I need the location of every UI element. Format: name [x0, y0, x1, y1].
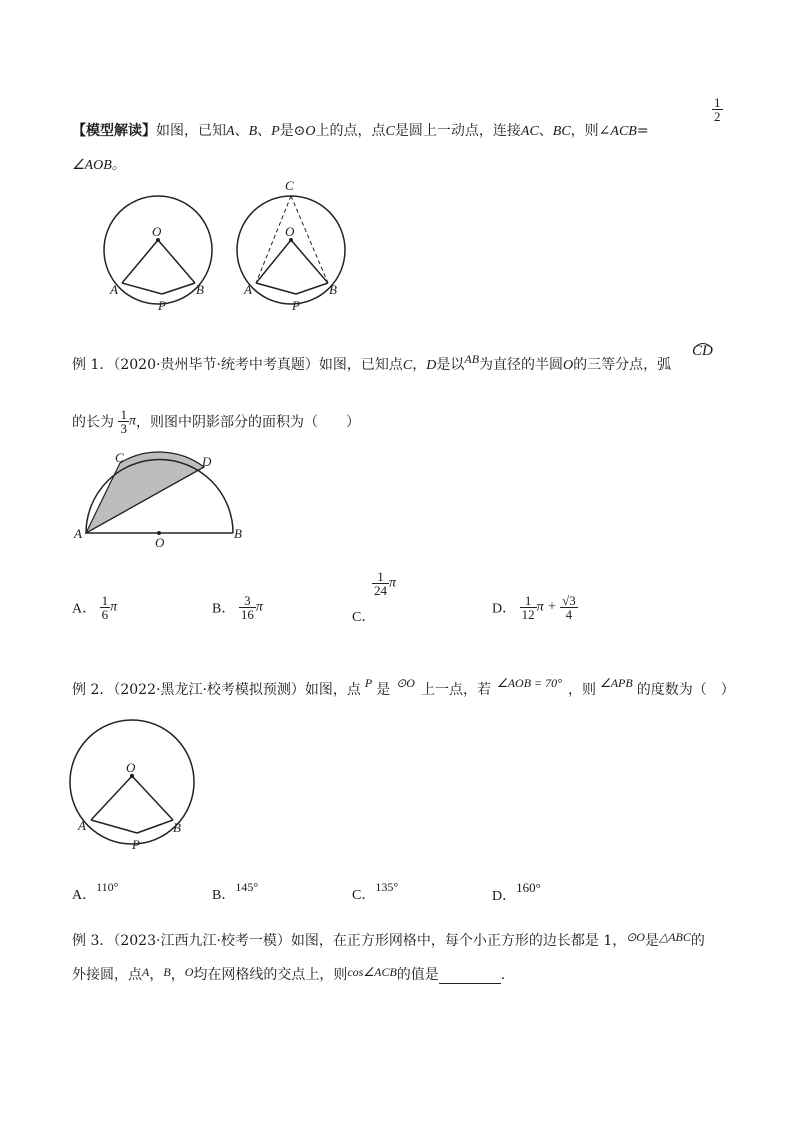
var: B: [163, 965, 171, 979]
var: △ABC: [658, 930, 691, 944]
var: B: [248, 124, 258, 139]
text: 的三等分点，弧: [573, 357, 672, 373]
length-fraction: [118, 408, 129, 435]
example-number: 例 3．: [72, 933, 114, 949]
var: ACB: [610, 124, 637, 139]
text: .: [500, 967, 506, 983]
option-letter: A．: [72, 888, 97, 903]
given-angle: ∠AOB = 70°: [496, 676, 562, 690]
var: A: [226, 124, 235, 139]
text: ，: [170, 967, 185, 983]
var: P: [271, 124, 280, 139]
text: 如图，已知: [156, 123, 226, 139]
model-line-2: ∠AOB。: [72, 158, 126, 173]
option-fraction: [520, 594, 537, 621]
example2-option-d[interactable]: [492, 880, 541, 905]
segment-CA: [256, 196, 291, 283]
segment-BP: [162, 283, 195, 294]
denominator: 3: [120, 421, 127, 436]
example2-figure: [66, 712, 216, 862]
label-C: C: [285, 178, 294, 193]
example3-line-2: [72, 964, 505, 984]
source-label: （2020·贵州毕节·统考中考真题）: [113, 357, 319, 373]
text: 的值是: [396, 967, 439, 983]
source-label: （2022·黑龙江·校考模拟预测）: [113, 682, 305, 698]
label-C: C: [115, 450, 124, 465]
example1-option-d[interactable]: [492, 594, 578, 621]
text: 的长为: [72, 414, 114, 431]
text: 如图，在正方形网格中，每个小正方形的边长都是 1，: [290, 933, 627, 949]
pi: π: [255, 599, 263, 615]
arc-mark-icon: [692, 341, 714, 349]
text: 是圆上一动点，连接: [394, 123, 521, 139]
label-A: A: [110, 282, 118, 297]
text: 的: [690, 933, 705, 949]
option-fraction-2: [560, 594, 578, 621]
example2-line-1: [72, 676, 735, 699]
denominator: 4: [565, 607, 573, 622]
denominator: 16: [240, 607, 254, 622]
segment-OB: [158, 240, 195, 283]
text: ，: [412, 357, 427, 373]
text: 如图，点: [304, 682, 361, 698]
text: ，则∠: [570, 123, 611, 139]
pi: π: [110, 599, 118, 615]
option-letter: A．: [72, 601, 97, 617]
label-B: B: [329, 282, 337, 297]
label-A: A: [244, 282, 252, 297]
label-P: P: [132, 837, 140, 852]
denominator: 24: [374, 583, 387, 598]
pi-plus: π +: [536, 599, 557, 615]
var: CD: [692, 343, 713, 359]
example2-option-c[interactable]: [352, 880, 398, 904]
text: 上一点，若: [420, 682, 491, 698]
option-letter: B．: [212, 601, 236, 617]
option-letter: C．: [352, 888, 376, 903]
example1-figure: [70, 450, 270, 550]
label-O: O: [152, 224, 162, 239]
option-fraction: [100, 594, 111, 621]
label-B: B: [234, 526, 242, 541]
example-number: 例 2．: [72, 682, 114, 698]
pi: π: [389, 575, 397, 591]
option-value: 135°: [375, 880, 399, 894]
example3-line-1: [72, 930, 705, 950]
numerator: 1: [714, 95, 721, 110]
asked-angle: ∠APB: [599, 676, 633, 690]
model-title: 【模型解读】: [72, 123, 156, 139]
var: BC: [552, 124, 571, 139]
text: 是: [644, 933, 659, 949]
option-value: 110°: [96, 880, 119, 894]
segment-AP: [122, 283, 162, 294]
option-fraction: [372, 570, 389, 597]
var: ⊙O: [396, 676, 415, 690]
answer-blank[interactable]: [439, 969, 501, 984]
text: 是⊙: [279, 123, 306, 139]
source-label: （2023·江西九江·校考一模）: [113, 933, 291, 949]
text: ，: [149, 967, 164, 983]
var: A: [142, 965, 150, 979]
numerator: 1: [520, 594, 537, 608]
option-value: 145°: [235, 880, 259, 894]
label-P: P: [158, 298, 166, 313]
model-line-1: [72, 120, 649, 140]
option-letter: D．: [492, 601, 517, 617]
model-half-fraction: [712, 96, 723, 123]
pi: π: [128, 413, 136, 429]
denominator: 12: [521, 607, 535, 622]
segment-OA: [91, 776, 132, 820]
example2-option-a[interactable]: [72, 880, 118, 904]
text: 的度数为（ ）: [636, 682, 735, 698]
numerator: √3: [562, 593, 576, 608]
var: ⊙O: [626, 930, 645, 944]
denominator: 2: [714, 109, 721, 124]
example2-option-b[interactable]: [212, 880, 258, 904]
var: AB: [464, 352, 480, 366]
segment-CB: [291, 196, 328, 283]
var: O: [563, 358, 574, 373]
text: 外接圆，点: [72, 967, 142, 983]
arc-CD-label: [692, 343, 713, 360]
text: 是: [376, 682, 391, 698]
label-O: O: [285, 224, 295, 239]
example1-option-a[interactable]: [72, 594, 117, 621]
model-figure-2: [236, 176, 376, 320]
var: O: [184, 965, 194, 979]
text: ，则: [567, 682, 596, 698]
label-O: O: [155, 535, 165, 550]
numerator: 1: [372, 570, 389, 584]
text: 、: [234, 123, 249, 139]
segment-OB: [132, 776, 173, 820]
text: 是以: [436, 357, 465, 373]
label-A: A: [74, 526, 82, 541]
text: 、: [257, 123, 272, 139]
example-number: 例 1．: [72, 357, 114, 373]
segment-BP: [137, 820, 173, 833]
model-figure-1: [100, 180, 250, 320]
denominator: 6: [101, 607, 109, 622]
text: 、: [538, 123, 553, 139]
option-letter: B．: [212, 888, 236, 903]
label-P: P: [292, 298, 300, 313]
text: 均在网格线的交点上，则: [193, 967, 348, 983]
numerator: 3: [239, 594, 256, 608]
var: C: [385, 124, 395, 139]
text: 如图，已知点: [318, 357, 403, 373]
example1-option-c-value: [372, 570, 396, 597]
option-letter: D．: [492, 889, 517, 904]
var: AC: [520, 124, 539, 139]
text: ，则图中阴影部分的面积为（ ）: [135, 414, 360, 431]
segment-BP: [296, 283, 328, 294]
example1-line-2: [72, 408, 360, 435]
label-B: B: [196, 282, 204, 297]
text: 为直径的半圆: [479, 357, 564, 373]
label-D: D: [202, 454, 212, 469]
option-value: 160°: [516, 880, 541, 895]
option-fraction: [239, 594, 256, 621]
text: =: [636, 123, 649, 139]
example1-option-b[interactable]: [212, 594, 263, 621]
var: P: [364, 676, 373, 690]
numerator: 1: [120, 407, 127, 422]
segment-OB: [291, 240, 328, 283]
segment-OA: [122, 240, 158, 283]
segment-AP: [91, 820, 137, 833]
var: cos∠ACB: [347, 965, 397, 979]
label-B: B: [173, 820, 181, 835]
var: C: [402, 358, 413, 373]
example1-option-c-letter[interactable]: C．: [352, 610, 376, 625]
text: 上的点，点: [315, 123, 386, 139]
segment-AP: [256, 283, 296, 294]
var: D: [426, 358, 437, 373]
label-A: A: [78, 818, 86, 833]
label-O: O: [126, 760, 136, 775]
var: O: [305, 124, 316, 139]
example1-line-1: [72, 352, 671, 374]
segment-OA: [256, 240, 291, 283]
numerator: 1: [101, 593, 109, 608]
